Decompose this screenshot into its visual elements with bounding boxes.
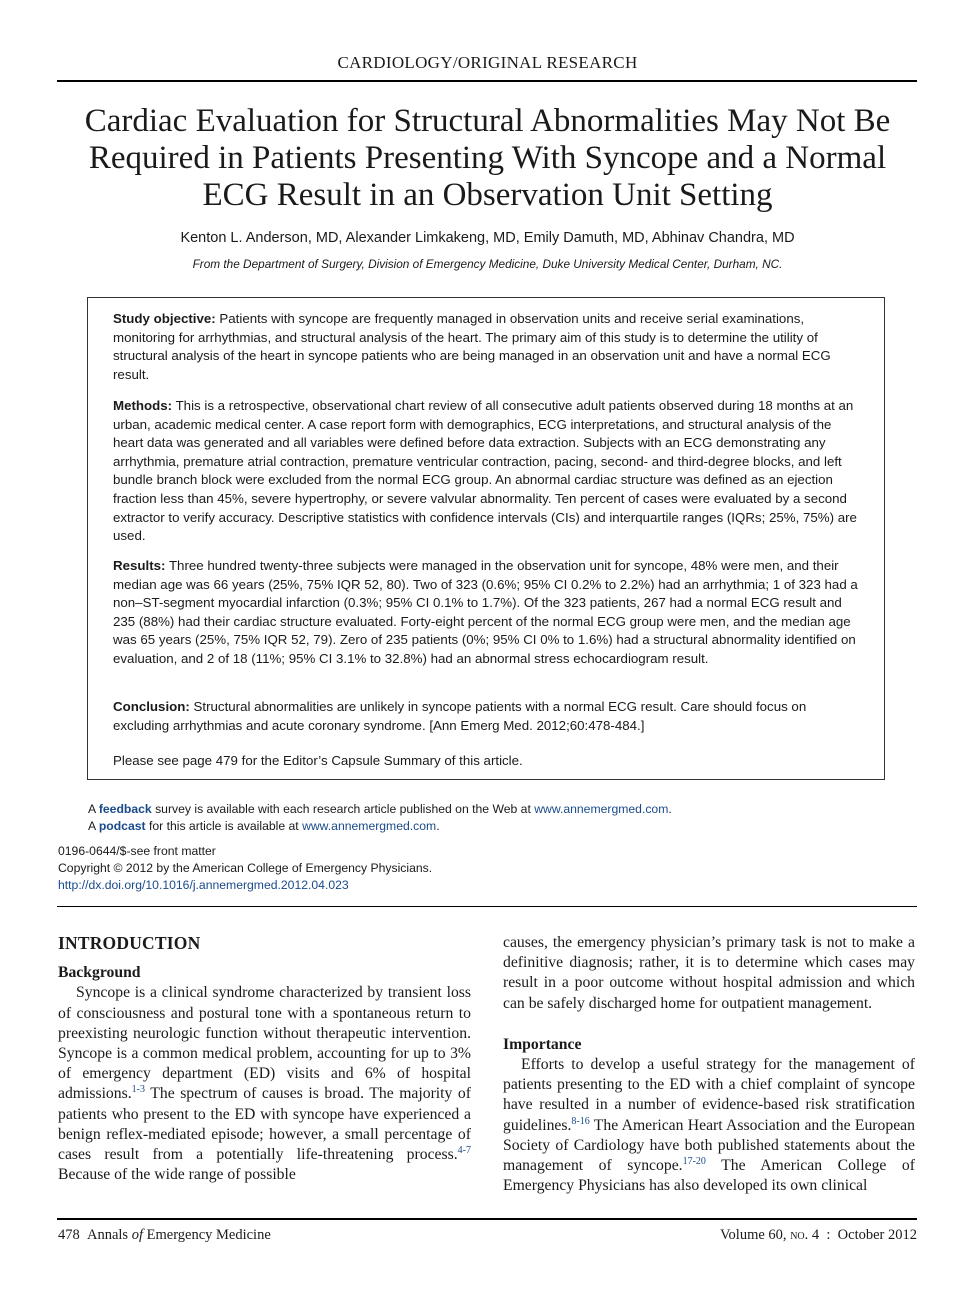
feedback-pre: A	[88, 802, 99, 816]
podcast-end: .	[436, 819, 440, 833]
footer-journal	[58, 1227, 271, 1244]
journal-name-b: Emergency Medicine	[146, 1227, 271, 1243]
journal-name-of: of	[131, 1227, 143, 1243]
importance-text-1: Efforts to develop a useful strategy for the management of patients presenting to the ED with a chief complaint of syncope have resulted in a number of evidence-based risk stratification guidelines.	[503, 1056, 915, 1134]
podcast-note	[88, 819, 440, 833]
conclusion-text: Structural abnormalities are unlikely in syncope patients with a normal ECG result. Care should focus on excluding arrhythmias and acute coronary syndrome. [Ann Emerg Med. 2012;60:478-484.]	[113, 699, 807, 733]
podcast-post: for this article is available at	[145, 819, 303, 833]
volume: Volume 60,	[719, 1227, 787, 1243]
issue: no. 4	[790, 1227, 820, 1243]
importance-heading: Importance	[503, 1035, 582, 1053]
footer-issue	[720, 1227, 917, 1244]
reference-link[interactable]: 17-20	[682, 1155, 706, 1167]
abstract-objective	[113, 310, 865, 384]
background-text-3: Because of the wide range of possible	[58, 1166, 296, 1184]
section-label: CARDIOLOGY/ORIGINAL RESEARCH	[337, 53, 638, 72]
article-title: Cardiac Evaluation for Structural Abnormalities May Not Be Required in Patients Presenting With Syncope and a Normal ECG Result in an Observation Unit Setting	[84, 103, 891, 213]
abstract-results	[113, 557, 865, 669]
methods-label: Methods:	[113, 398, 173, 413]
feedback-post: survey is available with each research article published on the Web at	[151, 802, 535, 816]
reference-link[interactable]: 1-3	[131, 1084, 145, 1096]
front-matter-line: 0196-0644/$-see front matter	[58, 844, 216, 858]
capsule-note: Please see page 479 for the Editor’s Capsule Summary of this article.	[113, 753, 523, 768]
feedback-end: .	[668, 802, 672, 816]
background-heading: Background	[58, 964, 141, 982]
conclusion-label: Conclusion:	[113, 699, 190, 714]
methods-text: This is a retrospective, observational chart review of all consecutive adult patients observed during 18 months at an urban, academic medical center. A case report form with demographics, ECG interpretations, and structural analysis of the heart data was generated and all variables were defined before data extraction. Subjects with an ECG demonstrating any arrhythmia, premature atrial contraction, premature ventricular contraction, pacing, second- and third-degree blocks, and left bundle branch block were excluded from the normal ECG group. An abnormal cardiac structure was defined as an ejection fraction less than 45%, severe hypertrophy, or severe valvular abnormality. Ten percent of cases were evaluated by a second extractor to verify accuracy. Descriptive statistics with confidence intervals (CIs) and interquartile ranges (IQRs; 25%, 75%) are used.	[113, 398, 857, 544]
background-text-2: The spectrum of causes is broad. The majority of patients who present to the ED with syncope have experienced a benign reflex-mediated episode; however, a small percentage of cases result from a potentially life-threatening process.	[58, 1085, 471, 1164]
separator: :	[826, 1227, 831, 1243]
reference-link[interactable]: 8-16	[571, 1115, 590, 1127]
section-rule	[57, 906, 917, 907]
feedback-url-link[interactable]: www.annemergmed.com	[534, 802, 669, 816]
page-number: 478	[58, 1227, 80, 1243]
podcast-pre: A	[88, 819, 99, 833]
abstract-methods	[113, 397, 865, 546]
left-column	[58, 933, 471, 1185]
importance-paragraph	[503, 1055, 915, 1196]
footer-rule	[57, 1218, 917, 1220]
right-column	[503, 933, 915, 1196]
results-text: Three hundred twenty-three subjects were managed in the observation unit for syncope, 48% were men, and their median age was 66 years (25%, 75% IQR 52, 80). Two of 323 (0.6%; 95% CI 0.2% to 2.2%) had an arrhythmia; 1 of 323 had a non–ST-segment myocardial infarction (0.3%; 95% CI 0.1% to 1.7%). Of the 323 patients, 267 had a normal ECG result and 235 (88%) had their cardiac structure evaluated. Forty-eight percent of the normal ECG group were men, and the median age was 65 years (25%, 75% IQR 52, 79). Zero of 235 patients (0%; 95% CI 0% to 1.6%) had a structural abnormality identified on evaluation, and 2 of 18 (11%; 95% CI 3.1% to 32.8%) had an abnormal stress echocardiogram result.	[113, 558, 858, 666]
issue-date: October 2012	[837, 1227, 917, 1243]
objective-label: Study objective:	[113, 311, 216, 326]
journal-name-a: Annals	[87, 1227, 129, 1243]
background-paragraph	[58, 983, 471, 1185]
results-label: Results:	[113, 558, 166, 573]
podcast-url-link[interactable]: www.annemergmed.com	[302, 819, 437, 833]
objective-text: Patients with syncope are frequently managed in observation units and receive serial examinations, monitoring for arrhythmias, and structural analysis of the heart. The primary aim of this study is to determine the utility of structural analysis of the heart in syncope patients who are being managed in an observation unit and have a normal ECG result.	[113, 311, 831, 382]
importance-text-3: The American College of Emergency Physicians has also developed its own clinical	[503, 1157, 915, 1195]
importance-text-2: The American Heart Association and the European Society of Cardiology have both published statements about the management of syncope.	[503, 1116, 915, 1175]
header-rule	[57, 80, 917, 82]
continued-paragraph: causes, the emergency physician’s primary task is not to make a definitive diagnosis; rather, it is to determine which cases may result in a poor outcome without hospital admission and which can be safely discharged home for outpatient management.	[503, 934, 915, 1012]
author-list: Kenton L. Anderson, MD, Alexander Limkakeng, MD, Emily Damuth, MD, Abhinav Chandra, MD	[180, 230, 795, 246]
reference-link[interactable]: 4-7	[457, 1144, 471, 1156]
abstract-conclusion	[113, 698, 865, 735]
background-text-1: Syncope is a clinical syndrome characterized by transient loss of consciousness and postural tone with a spontaneous return to preexisting neurologic function without therapeutic intervention. Syncope is a common medical problem, accounting for up to 3% of emergency department (ED) visits and 6% of hospital admissions.	[58, 984, 471, 1103]
podcast-link[interactable]: podcast	[98, 819, 146, 833]
doi-link[interactable]: http://dx.doi.org/10.1016/j.annemergmed.2012.04.023	[58, 878, 349, 892]
copyright-line: Copyright © 2012 by the American College of Emergency Physicians.	[58, 861, 433, 875]
feedback-note	[88, 802, 672, 816]
affiliation: From the Department of Surgery, Division of Emergency Medicine, Duke University Medical Center, Durham, NC.	[192, 257, 783, 271]
introduction-heading: INTRODUCTION	[58, 933, 201, 953]
feedback-link[interactable]: feedback	[98, 802, 152, 816]
